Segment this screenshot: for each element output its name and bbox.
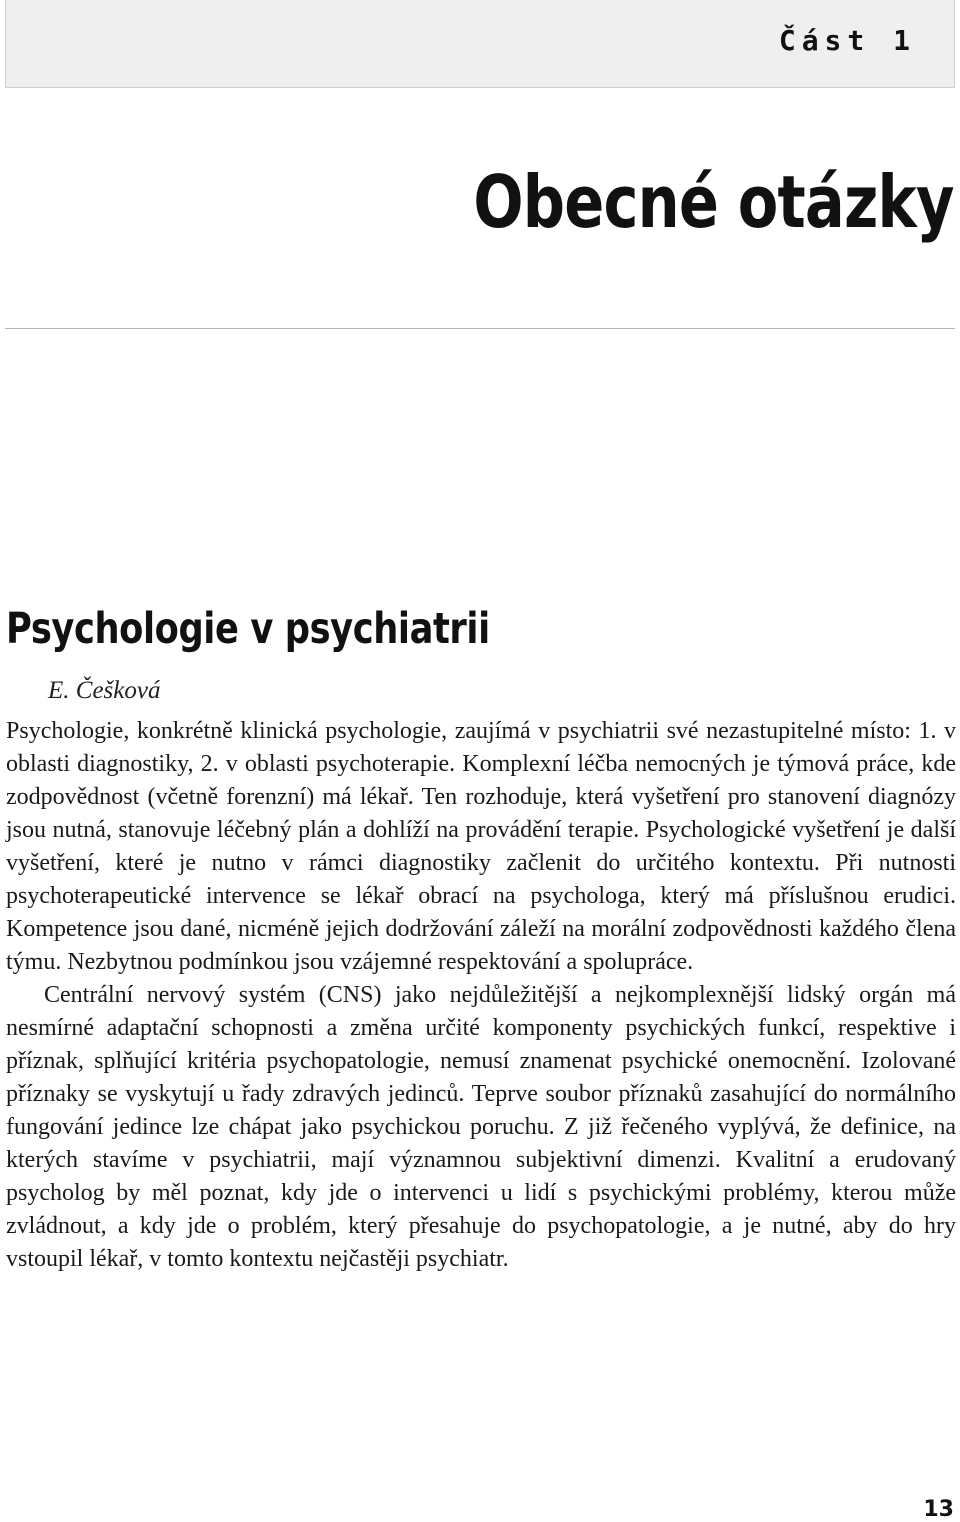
paragraph-2: Centrální nervový systém (CNS) jako nejdůležitější a nejkomplexnější lidský orgán má nesmírné adaptační schopnosti a změna určité komponenty psychických funkcí, respektive i příznak, splňující kritéria psychopatologie, nemusí znamenat psychické onemocnění. Izolované příznaky se vyskytují u řady zdravých jedinců. Teprve soubor příznaků zasahující do normálního fungování jedince lze chápat jako psychickou poruchu. Z již řečeného vyplývá, že definice, na kterých stavíme v psychiatrii, mají významnou subjektivní dimenzi. Kvalitní a erudovaný psycholog by měl poznat, kdy jde o intervenci u lidí s psychickými problémy, kterou může zvládnout, a kdy jde o problém, který přesahuje do psychopatologie, a je nutné, aby do hry vstoupil lékař, v tomto kontextu nejčastěji psychiatr. [6,982,956,1272]
part-header-box [5,0,955,88]
part-label: Část 1 [778,24,916,57]
chapter-author: E. Češková [48,677,161,704]
body-text [6,715,956,1276]
paragraph-1: Psychologie, konkrétně klinická psychologie, zaujímá v psychiatrii své nezastupitelné místo: 1. v oblasti diagnostiky, 2. v oblasti psychoterapie. Komplexní léčba nemocných je týmová práce, kde zodpovědnost (včetně forenzní) má lékař. Ten rozhoduje, která vyšetření pro stanovení diagnózy jsou nutná, stanovuje léčebný plán a dohlíží na provádění terapie. Psychologické vyšetření je další vyšetření, které je nutno v rámci diagnostiky začlenit do určitého kontextu. Při nutnosti psychoterapeutické intervence se lékař obrací na psychologa, který má příslušnou erudici. Kompetence jsou dané, nicméně jejich dodržování záleží na morální zodpovědnosti každého člena týmu. Nezbytnou podmínkou jsou vzájemné respektování a spolupráce. [6,718,956,975]
page-number: 13 [923,1497,954,1522]
divider [5,328,955,329]
chapter-title: Psychologie v psychiatrii [6,604,490,654]
part-title: Obecné otázky [473,160,954,244]
